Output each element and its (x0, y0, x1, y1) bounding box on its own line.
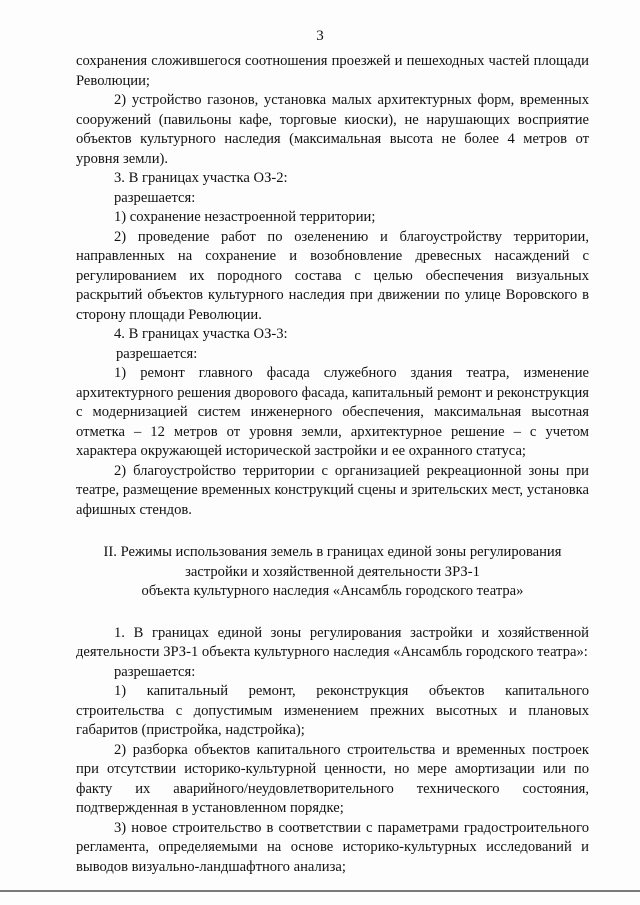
paragraph: 1) сохранение незастроенной территории; (114, 209, 376, 225)
section-heading-line: объекта культурного наследия «Ансамбль городского театра» (141, 583, 524, 599)
paragraph: 2) благоустройство территории с организацией рекреационной зоны при театре, размещение временных конструкций сцены и зрительских мест, установка афишных стендов. (76, 462, 589, 518)
bottom-rule (0, 890, 640, 892)
paragraph: 4. В границах участка ОЗ-3: (114, 326, 288, 342)
paragraph: 1) ремонт главного фасада служебного здания театра, изменение архитектурного решения дворового фасада, капитальный ремонт и реконструкция с модернизацией систем инженерного обеспечения, максимальная высотная отметка – 12 метров от уровня земли, архитектурное решение – с учетом характера окружающей исторической застройки и ее охранного статуса; (76, 365, 589, 459)
document-body (76, 52, 589, 877)
section-heading-line: II. Режимы использования земель в границах единой зоны регулирования (103, 544, 562, 560)
paragraph: 2) разборка объектов капитального строительства и временных построек при отсутствии историко-культурной ценности, но мере амортизации или по факту их аварийного/неудовлетворительного технического состояния, подтвержденная в установленном порядке; (76, 741, 589, 816)
paragraph: 1. В границах единой зоны регулирования застройки и хозяйственной деятельности ЗРЗ-1 объекта культурного наследия «Ансамбль городского театра»: (76, 624, 589, 660)
paragraph: 3) новое строительство в соответствии с параметрами градостроительного регламента, определяемыми на основе историко-культурных исследований и выводов визуально-ландшафтного анализа; (76, 819, 589, 875)
paragraph: 2) устройство газонов, установка малых архитектурных форм, временных сооружений (павильоны кафе, торговые киоски), не нарушающих восприятие объектов культурного наследия (максимальная высота не более 4 метров от уровня земли). (76, 92, 589, 167)
paragraph: разрешается: (114, 189, 196, 206)
page-number: 3 (316, 28, 324, 44)
paragraph: 3. В границах участка ОЗ-2: (114, 170, 288, 186)
paragraph: 1) капитальный ремонт, реконструкция объектов капитального строительства с допустимым изменением прежних высотных и плановых габаритов (пристройка, надстройка); (76, 683, 589, 738)
paragraph: 2) проведение работ по озеленению и благоустройству территории, направленных на сохранение и возобновление древесных насаждений с регулированием их породного состава с целью обеспечения визуальных раскрытий объектов культурного наследия при движении по улице Воровского в сторону площади Революции. (76, 228, 589, 323)
paragraph: сохранения сложившегося соотношения проезжей и пешеходных частей площади Революции; (76, 53, 589, 89)
paragraph: разрешается: (114, 663, 196, 680)
section-heading (76, 543, 589, 602)
section-heading-line: застройки и хозяйственной деятельности ЗРЗ-1 (185, 563, 480, 580)
paragraph: разрешается: (116, 345, 198, 362)
